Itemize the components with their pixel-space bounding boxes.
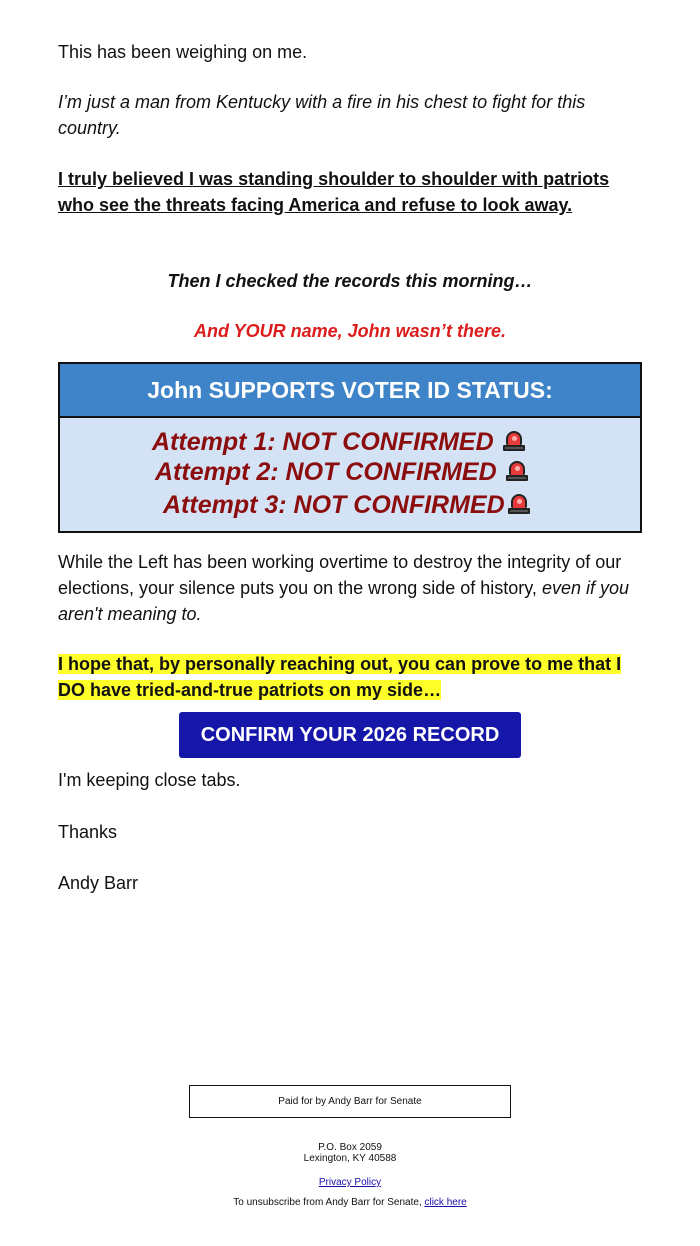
- kentucky-line: I’m just a man from Kentucky with a fire in his chest to fight for this country.: [58, 92, 586, 138]
- privacy-row: [0, 1177, 700, 1188]
- police-siren-icon: [507, 493, 531, 515]
- highlighted-text: I hope that, by personally reaching out, you can prove to me that I DO have tried-and-true patriots on my side…: [58, 654, 622, 700]
- attempt-3-text: Attempt 3: NOT CONFIRMED: [163, 491, 505, 519]
- patriots-paragraph: I truly believed I was standing shoulder to shoulder with patriots who see the threats facing America and refuse to look away.: [58, 169, 610, 215]
- attempt-3-row: [163, 491, 531, 520]
- intro-line: This has been weighing on me.: [58, 42, 308, 62]
- left-paragraph-main: While the Left has been working overtime to destroy the integrity of our elections, your silence puts you on the wrong side of history,: [58, 552, 622, 598]
- records-line: Then I checked the records this morning…: [167, 271, 533, 291]
- left-paragraph-italic: even if you aren't meaning to.: [58, 578, 629, 624]
- mailing-address: [0, 1142, 700, 1164]
- thanks-line: Thanks: [58, 822, 118, 842]
- attempt-2-text: Attempt 2: NOT CONFIRMED: [155, 458, 497, 486]
- unsubscribe-row: [0, 1197, 700, 1208]
- name-missing-line: And YOUR name, John wasn’t there.: [193, 321, 507, 341]
- unsubscribe-link[interactable]: click here: [424, 1197, 467, 1208]
- status-box-header: John SUPPORTS VOTER ID STATUS:: [60, 364, 640, 418]
- attempt-1-text: Attempt 1: NOT CONFIRMED: [152, 428, 494, 456]
- privacy-policy-link[interactable]: Privacy Policy: [318, 1177, 382, 1188]
- voter-id-status-box: [58, 362, 642, 533]
- attempt-1-row: [152, 428, 526, 457]
- confirm-record-button[interactable]: CONFIRM YOUR 2026 RECORD: [179, 712, 521, 758]
- address-line-2: Lexington, KY 40588: [303, 1153, 397, 1164]
- address-line-1: P.O. Box 2059: [318, 1142, 382, 1153]
- signature: Andy Barr: [58, 873, 139, 893]
- paid-for-disclaimer: Paid for by Andy Barr for Senate: [189, 1085, 511, 1118]
- close-tabs-line: I'm keeping close tabs.: [58, 770, 241, 790]
- attempt-2-row: [155, 458, 529, 487]
- police-siren-icon: [505, 460, 529, 482]
- left-paragraph: [58, 549, 642, 627]
- unsubscribe-text: To unsubscribe from Andy Barr for Senate,: [233, 1197, 425, 1208]
- police-siren-icon: [502, 430, 526, 452]
- highlighted-paragraph: [58, 651, 642, 703]
